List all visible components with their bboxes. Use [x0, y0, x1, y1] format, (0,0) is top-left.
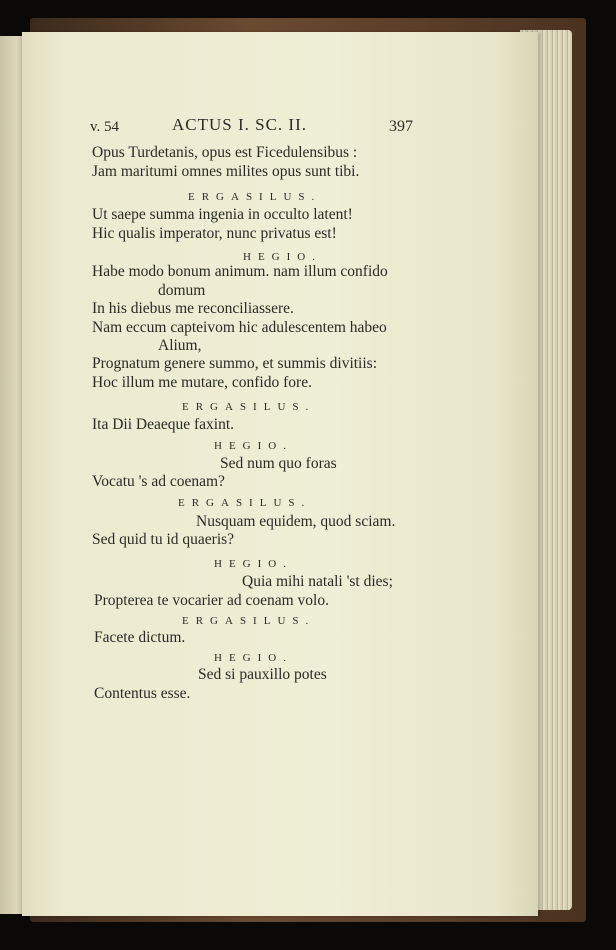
verse-line: Propterea te vocarier ad coenam volo.: [94, 592, 329, 609]
verse-line: Sed si pauxillo potes: [198, 666, 327, 683]
verse-line: Facete dictum.: [94, 629, 186, 646]
speaker-name: ERGASILUS.: [178, 497, 312, 509]
verse-line: Contentus esse.: [94, 685, 191, 702]
book-page: [22, 32, 538, 916]
verse-line: Nam eccum capteivom hic adulescentem habeo: [92, 319, 387, 336]
verse-line: Jam maritumi omnes milites opus sunt tibi.: [92, 163, 360, 180]
verse-line-continued: Alium,: [158, 337, 202, 354]
speaker-name: ERGASILUS.: [182, 401, 316, 413]
verse-line: Vocatu 's ad coenam?: [92, 473, 225, 490]
verse-line: Sed num quo foras: [220, 455, 337, 472]
verse-line: Quia mihi natali 'st dies;: [242, 573, 393, 590]
verse-line: Sed quid tu id quaeris?: [92, 531, 235, 548]
speaker-name: HEGIO.: [214, 558, 293, 570]
verse-reference: v. 54: [90, 119, 120, 135]
speaker-name: HEGIO.: [214, 652, 293, 664]
verse-line: In his diebus me reconciliassere.: [92, 300, 294, 317]
facing-page-edge: [0, 36, 24, 914]
verse-line: Hoc illum me mutare, confido fore.: [92, 374, 312, 391]
verse-line: Prognatum genere summo, et summis divitiis:: [92, 355, 378, 372]
page-number: 397: [389, 118, 413, 135]
speaker-name: HEGIO.: [243, 251, 322, 263]
verse-line-continued: domum: [158, 282, 206, 299]
verse-line: Ita Dii Deaeque faxint.: [92, 416, 235, 433]
verse-line: Nusquam equidem, quod sciam.: [196, 513, 396, 530]
verse-line: Habe modo bonum animum. nam illum confido: [92, 263, 388, 280]
speaker-name: ERGASILUS.: [188, 191, 322, 203]
verse-line: Hic qualis imperator, nunc privatus est!: [92, 225, 337, 242]
verse-line: Opus Turdetanis, opus est Ficedulensibus :: [92, 144, 358, 161]
speaker-name: HEGIO.: [214, 440, 293, 452]
speaker-name: ERGASILUS.: [182, 615, 316, 627]
verse-line: Ut saepe summa ingenia in occulto latent!: [92, 206, 353, 223]
running-title: ACTUS I. SC. II.: [172, 115, 308, 134]
